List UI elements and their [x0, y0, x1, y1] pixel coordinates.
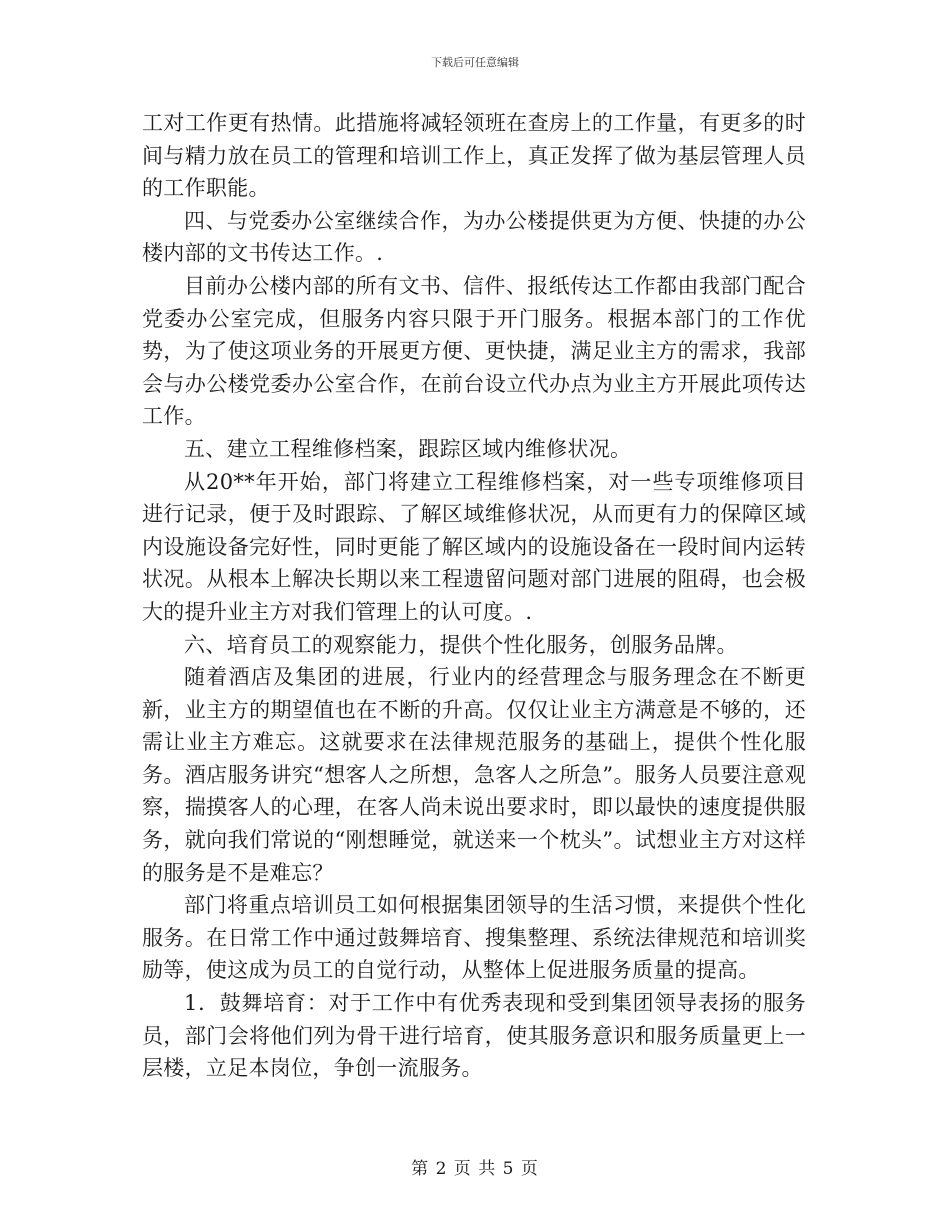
paragraph-7: 随着酒店及集团的进展，行业内的经营理念与服务理念在不断更新，业主方的期望值也在不断的升高。仅仅让业主方满意是不够的，还需让业主方难忘。这就要求在法律规范服务的基础上，提供个性化服务。酒店服务讲究“想客人之所想，急客人之所急”。服务人员要注意观察，揣摸客人的心理，在客人尚未说出要求时，即以最快的速度提供服务，就向我们常说的“刚想睡觉，就送来一个枕头”。试想业主方对这样的服务是不是难忘？ [142, 665, 806, 885]
paragraph-1: 工对工作更有热情。此措施将减轻领班在查房上的工作量，有更多的时间与精力放在员工的管理和培训工作上，真正发挥了做为基层管理人员的工作职能。 [142, 111, 806, 201]
paragraph-3: 目前办公楼内部的所有文书、信件、报纸传达工作都由我部门配合党委办公室完成，但服务内容只限于开门服务。根据本部门的工作优势，为了使这项业务的开展更方便、更快捷，满足业主方的需求，我部会与办公楼党委办公室合作，在前台设立代办点为业主方开展此项传达工作。 [142, 273, 806, 429]
paragraph-5: 从20**年开始，部门将建立工程维修档案，对一些专项维修项目进行记录，便于及时跟踪、了解区域维修状况，从而更有力的保障区域内设施设备完好性，同时更能了解区域内的设施设备在一段时间内运转状况。从根本上解决长期以来工程遗留问题对部门进展的阻碍，也会极大的提升业主方对我们管理上的认可度。. [142, 469, 806, 624]
section-heading-4: 四、与党委办公室继续合作，为办公楼提供更为方便、快捷的办公楼内部的文书传达工作。. [142, 208, 806, 266]
section-heading-5: 五、建立工程维修档案，跟踪区域内维修状况。 [184, 436, 632, 461]
section-heading-6: 六、培育员工的观察能力，提供个性化服务，创服务品牌。 [184, 632, 738, 657]
paragraph-8: 部门将重点培训员工如何根据集团领导的生活习惯，来提供个性化服务。在日常工作中通过鼓舞培育、搜集整理、系统法律规范和培训奖励等，使这成为员工的自觉行动，从整体上促进服务质量的提高。 [142, 893, 806, 983]
page-number-footer: 第 2 页 共 5 页 [411, 1159, 539, 1179]
page-header: 下载后可任意编辑 [431, 56, 519, 69]
document-body [142, 107, 806, 1085]
list-item-1: 1．鼓舞培育：对于工作中有优秀表现和受到集团领导表扬的服务员，部门会将他们列为骨干进行培育，使其服务意识和服务质量更上一层楼，立足本岗位，争创一流服务。 [142, 991, 806, 1081]
